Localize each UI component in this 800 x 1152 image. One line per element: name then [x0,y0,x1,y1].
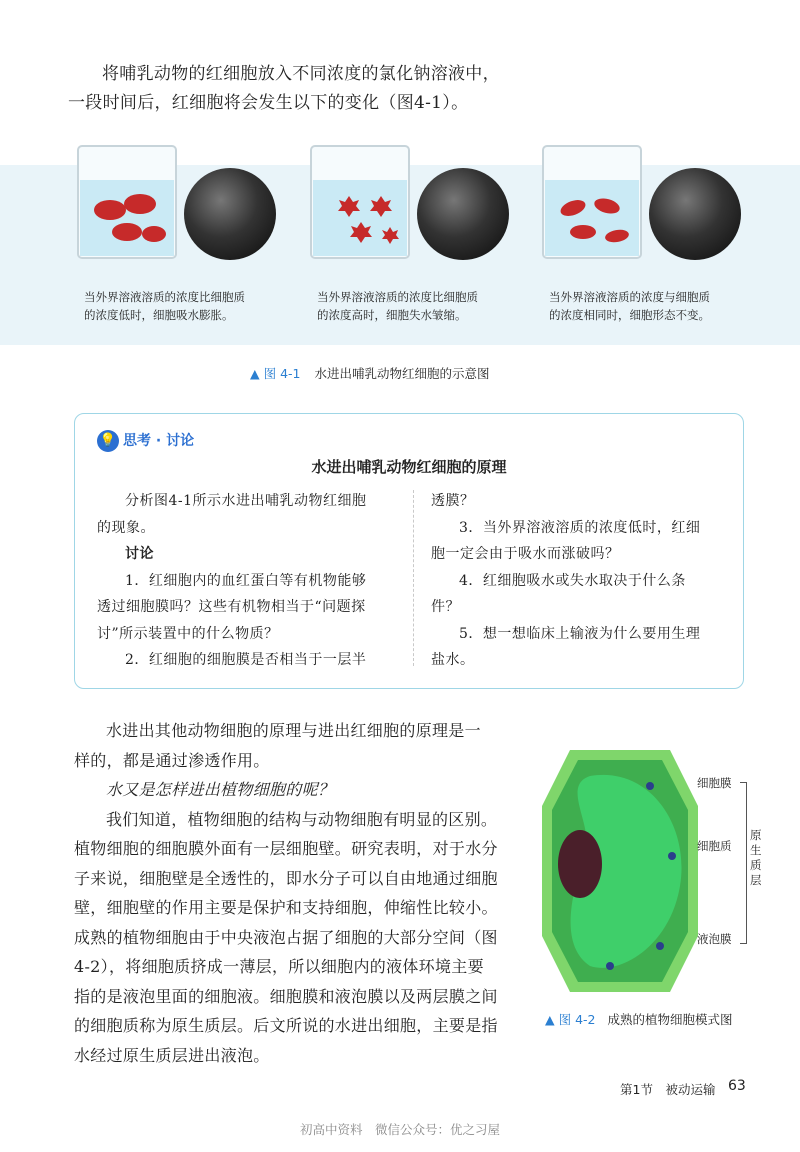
beaker-hypertonic-illustration [305,140,417,260]
body-line: 样的，都是通过渗透作用。 [74,750,270,770]
body-question-line: 水又是怎样进出植物细胞的呢？ [106,780,335,799]
figure-panel-hypotonic [72,140,312,330]
micrograph-normal-cells [649,168,741,260]
question-1-line-3: 讨”所示装置中的什么物质？ [97,625,279,642]
figure-4-2-title: 成熟的植物细胞模式图 [607,1012,733,1027]
protoplast-bracket [740,782,747,944]
body-line: 水经过原生质层进出液泡。 [74,1045,270,1065]
page-number: 63 [728,1078,746,1094]
figure-4-2-label: 图 4-2 [558,1012,596,1027]
figure-4-1-caption [250,364,490,382]
label-cell-membrane: 细胞膜 [697,776,732,790]
micrograph-swollen-cells [184,168,276,260]
lightbulb-icon: 💡 [97,430,119,452]
discussion-box [74,413,744,689]
question-2-line-2: 透膜？ [431,493,475,509]
body-paragraphs [74,716,514,1070]
label-protoplast-layer: 原生质层 [750,828,762,887]
beaker-hypotonic-illustration [72,140,184,260]
question-4-line-1: 4．红细胞吸水或失水取决于什么条 [459,572,686,589]
discussion-header: 💡 思考 · 讨论 [97,430,194,452]
micrograph-shrunken-cells [417,168,509,260]
body-line: 子来说，细胞壁是全透性的，即水分子可以自由地通过细胞 [74,868,498,888]
body-line: 4-2），将细胞质挤成一薄层，所以细胞内的液体环境主要 [74,957,484,976]
question-3-line-2: 胞一定会由于吸水而涨破吗？ [431,546,620,562]
label-vacuole-membrane: 液泡膜 [697,932,732,946]
question-5-line-1: 5．想一想临床上输液为什么要用生理 [459,625,701,642]
label-cytoplasm: 细胞质 [697,839,732,853]
figure-panel-hypertonic [305,140,545,330]
figure-panel-isotonic [537,140,777,330]
question-4-line-2: 件？ [431,599,460,615]
section-footer: 第1节 被动运输 [620,1082,716,1097]
question-2-line-1: 2．红细胞的细胞膜是否相当于一层半 [125,652,367,668]
column-divider [413,490,414,666]
watermark: 初高中资料 微信公众号：优之习屋 [299,1122,500,1137]
triangle-icon: ▲ [250,366,260,381]
discussion-title: 水进出哺乳动物红细胞的原理 [311,458,507,476]
caption-isotonic: 当外界溶液溶质的浓度与细胞质 的浓度相同时，细胞形态不变。 [549,290,710,322]
question-1-line-1: 1．红细胞内的血红蛋白等有机物能够 [125,572,367,589]
body-line: 成熟的植物细胞由于中央液泡占据了细胞的大部分空间（图 [74,927,498,947]
figure-4-2-caption [545,1010,733,1028]
body-line: 植物细胞的细胞膜外面有一层细胞壁。研究表明，对于水分 [74,839,498,858]
figure-4-1-label: 图 4-1 [263,366,301,381]
discussion-left-column [97,488,409,674]
body-line: 壁，细胞壁的作用主要是保护和支持细胞，伸缩性比较小。 [74,898,498,917]
discussion-heading: 讨论 [125,546,154,562]
question-1-line-2: 透过细胞膜吗？这些有机物相当于“问题探 [97,599,366,615]
question-5-line-2: 盐水。 [431,652,475,668]
intro-line-1: 将哺乳动物的红细胞放入不同浓度的氯化钠溶液中， [102,64,500,84]
intro-paragraph [68,60,508,118]
discussion-intro-line-2: 的现象。 [97,519,155,536]
body-line: 指的是液泡里面的细胞液。细胞膜和液泡膜以及两层膜之间 [74,986,498,1006]
question-3-line-1: 3．当外界溶液溶质的浓度低时，红细 [459,519,701,536]
caption-hypertonic: 当外界溶液溶质的浓度比细胞质 的浓度高时，细胞失水皱缩。 [317,290,478,322]
triangle-icon: ▲ [545,1012,555,1027]
intro-line-2: 一段时间后，红细胞将会发生以下的变化（图4-1）。 [68,93,469,113]
plant-cell-illustration [540,746,700,996]
body-line: 我们知道，植物细胞的结构与动物细胞有明显的区别。 [106,809,498,829]
body-line: 的细胞质称为原生质层。后文所说的水进出细胞，主要是指 [74,1016,498,1035]
beaker-isotonic-illustration [537,140,649,260]
discussion-intro-line-1: 分析图4-1所示水进出哺乳动物红细胞 [125,493,367,509]
caption-hypotonic: 当外界溶液溶质的浓度比细胞质 的浓度低时，细胞吸水膨胀。 [84,290,245,322]
body-line: 水进出其他动物细胞的原理与进出红细胞的原理是一 [106,721,481,740]
figure-4-1-title: 水进出哺乳动物红细胞的示意图 [314,366,490,381]
discussion-right-column [431,488,731,674]
